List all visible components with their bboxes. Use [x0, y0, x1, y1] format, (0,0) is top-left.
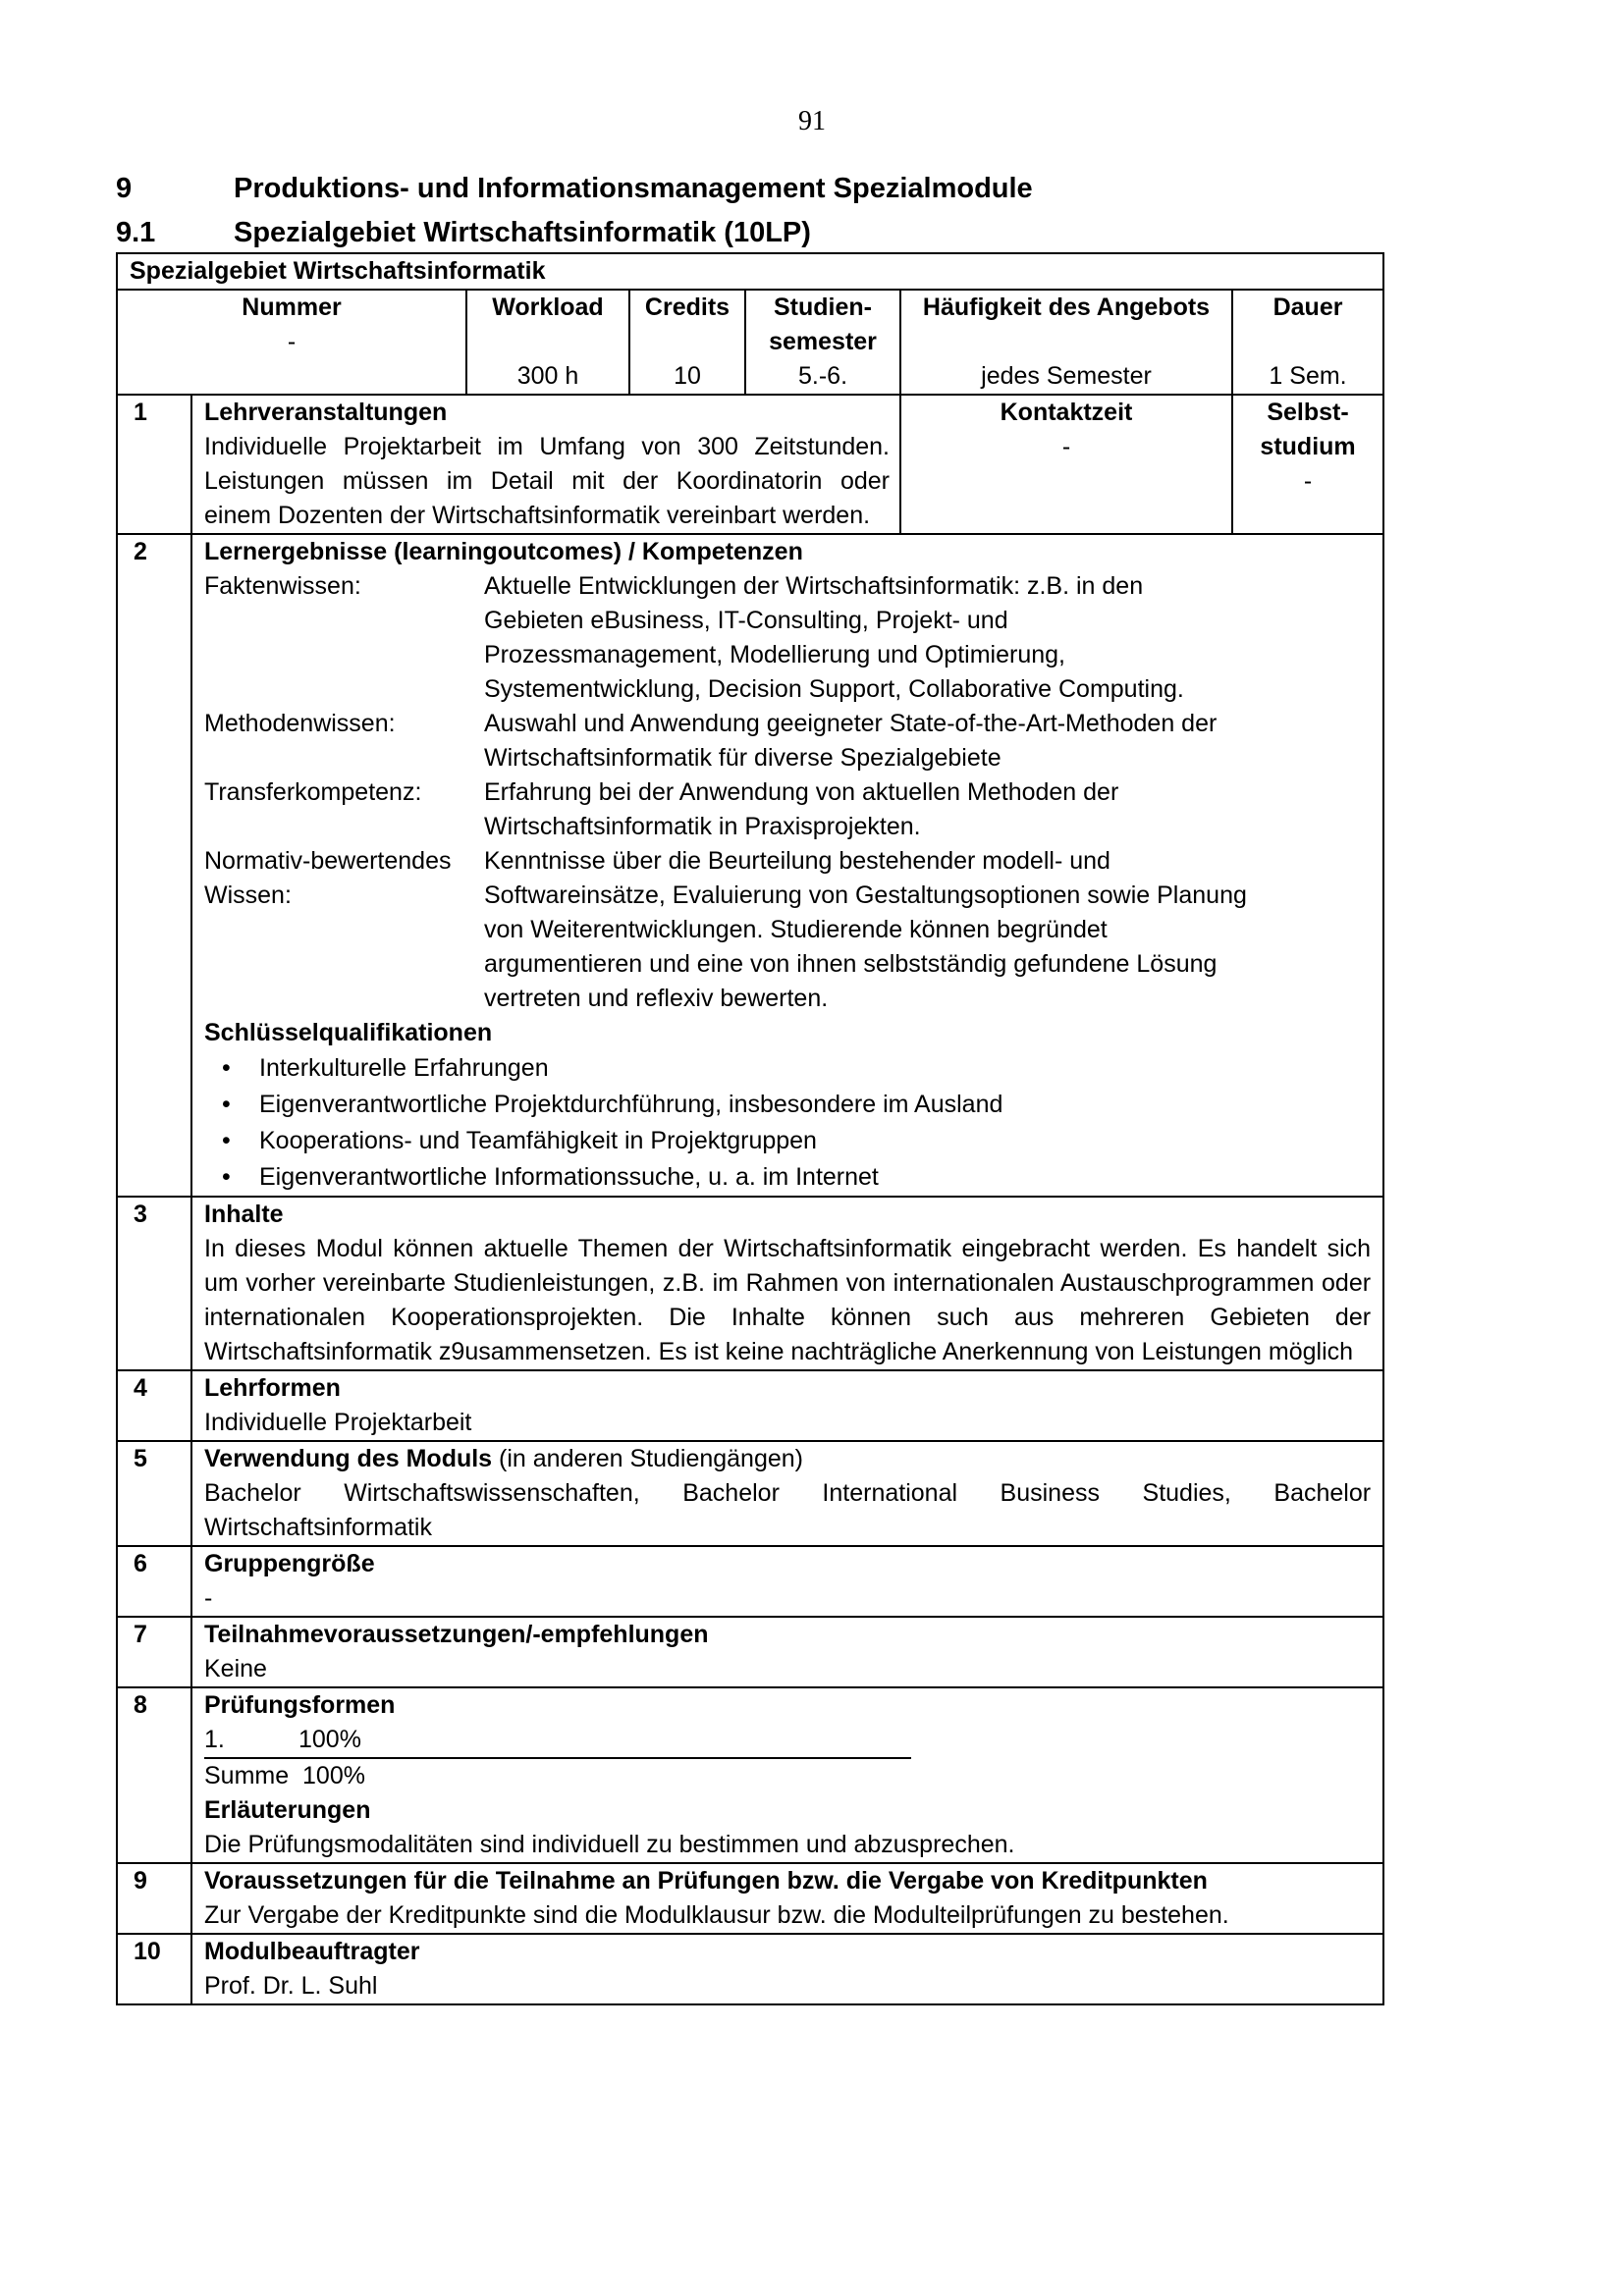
- modulbeauftragter-text: Prof. Dr. L. Suhl: [204, 1972, 378, 2000]
- nummer-cell: [117, 290, 466, 395]
- verwendung-cell: [191, 1441, 1383, 1546]
- voraussetzungen-pruefungen-text: Zur Vergabe der Kreditpunkte sind die Modulklausur bzw. die Modulteilprüfungen zu bestehen.: [204, 1901, 1229, 1929]
- haeufigkeit-cell: [900, 290, 1232, 395]
- gruppengroesse-cell: [191, 1546, 1383, 1617]
- normativ-label: [204, 844, 484, 1016]
- row-modulbeauftragter: [117, 1934, 1383, 2004]
- page-number: 91: [798, 106, 826, 136]
- kontaktzeit-label: Kontaktzeit: [1000, 399, 1133, 426]
- lehrveranstaltungen-title: Lehrveranstaltungen: [204, 399, 448, 426]
- row-number: 4: [117, 1370, 191, 1441]
- subsection-title: Spezialgebiet Wirtschaftsinformatik (10LP): [234, 217, 811, 248]
- credits-label: Credits: [644, 294, 731, 321]
- lehrformen-title: Lehrformen: [204, 1374, 341, 1402]
- list-item: • Eigenverantwortliche Projektdurchführung, insbesondere im Ausland: [259, 1087, 1371, 1123]
- fakten-label: Faktenwissen:: [204, 572, 361, 600]
- teilnahmevoraussetzungen-title: Teilnahmevoraussetzungen/-empfehlungen: [204, 1621, 709, 1648]
- erlaeuterungen-text: Die Prüfungsmodalitäten sind individuell zu bestimmen und abzusprechen.: [204, 1831, 1015, 1858]
- dauer-label: Dauer: [1272, 294, 1343, 321]
- row-verwendung: [117, 1441, 1383, 1546]
- nummer-label: Nummer: [242, 294, 342, 321]
- credits-cell: [629, 290, 745, 395]
- selbststudium-value: -: [1303, 467, 1313, 495]
- module-header-row: [117, 290, 1383, 395]
- dauer-value: 1 Sem.: [1269, 362, 1347, 390]
- subsection-number: 9.1: [116, 217, 156, 248]
- verwendung-heading: [204, 1442, 1371, 1476]
- normativ-label-1: Normativ-bewertendes: [204, 847, 452, 875]
- module-title-row: [117, 253, 1383, 290]
- selbststudium-label-2: studium: [1260, 433, 1356, 460]
- row-number: 7: [117, 1617, 191, 1687]
- lernergebnisse-cell: [191, 534, 1383, 1197]
- haeufigkeit-value: jedes Semester: [981, 362, 1152, 390]
- module-title: Spezialgebiet Wirtschaftsinformatik: [117, 253, 1383, 290]
- transfer-text: Erfahrung bei der Anwendung von aktuellen Methoden der Wirtschaftsinformatik in Praxisprojekten.: [484, 778, 1119, 840]
- row-lernergebnisse: [117, 534, 1383, 1197]
- inhalte-title: Inhalte: [204, 1201, 284, 1228]
- methoden-text: Auswahl und Anwendung geeigneter State-of-the-Art-Methoden der Wirtschaftsinformatik für diverse Spezialgebiete: [484, 710, 1218, 772]
- module-table: [116, 252, 1384, 2005]
- pruefungsform-summe: Summe 100%: [204, 1762, 365, 1789]
- row-number: 8: [117, 1687, 191, 1863]
- row-voraussetzungen-pruefungen: [117, 1863, 1383, 1934]
- row-number: 9: [117, 1863, 191, 1934]
- dauer-cell: [1232, 290, 1383, 395]
- normativ-label-2: Wissen:: [204, 881, 292, 909]
- row-number: 6: [117, 1546, 191, 1617]
- list-item: • Kooperations- und Teamfähigkeit in Projektgruppen: [259, 1123, 1371, 1159]
- lehrformen-cell: [191, 1370, 1383, 1441]
- workload-cell: [466, 290, 629, 395]
- lernergebnisse-title: Lernergebnisse (learningoutcomes) / Kompetenzen: [204, 538, 803, 565]
- voraussetzungen-pruefungen-cell: [191, 1863, 1383, 1934]
- semester-cell: [745, 290, 900, 395]
- credits-value: 10: [674, 362, 701, 390]
- verwendung-title: Verwendung des Moduls: [204, 1445, 493, 1472]
- transfer-label: Transferkompetenz:: [204, 778, 422, 806]
- teilnahmevoraussetzungen-cell: [191, 1617, 1383, 1687]
- row-inhalte: [117, 1197, 1383, 1370]
- row-pruefungsformen: [117, 1687, 1383, 1863]
- workload-value: 300 h: [516, 362, 579, 390]
- lehrveranstaltungen-text-3: einem Dozenten der Wirtschaftsinformatik vereinbart werden.: [204, 502, 871, 529]
- erlaeuterungen-title: Erläuterungen: [204, 1796, 371, 1824]
- inhalte-cell: [191, 1197, 1383, 1370]
- pruefungsformen-title: Prüfungsformen: [204, 1691, 396, 1719]
- row-lehrveranstaltungen: [117, 395, 1383, 534]
- modulbeauftragter-title: Modulbeauftragter: [204, 1938, 420, 1965]
- selbststudium-label-1: Selbst-: [1267, 399, 1349, 426]
- modulbeauftragter-cell: [191, 1934, 1383, 2004]
- teilnahmevoraussetzungen-text: Keine: [204, 1655, 267, 1682]
- kontaktzeit-value: -: [1061, 433, 1071, 460]
- semester-value: 5.-6.: [797, 362, 848, 390]
- list-item: • Interkulturelle Erfahrungen: [259, 1050, 1371, 1087]
- pruefungsformen-cell: [191, 1687, 1383, 1863]
- fakten-text: Aktuelle Entwicklungen der Wirtschaftsinformatik: z.B. in den Gebieten eBusiness, IT-Consulting, Projekt- und Prozessmanagement, Modellierung und Optimierung, Systementwicklung, Decision Support, Collaborative Computing.: [484, 572, 1184, 703]
- voraussetzungen-pruefungen-title: Voraussetzungen für die Teilnahme an Prüfungen bzw. die Vergabe von Kreditpunkten: [204, 1867, 1208, 1895]
- row-number: 10: [117, 1934, 191, 2004]
- row-lehrformen: [117, 1370, 1383, 1441]
- section-title: Produktions- und Informationsmanagement Spezialmodule: [234, 173, 1033, 204]
- methoden-label: Methodenwissen:: [204, 710, 396, 737]
- row-number: 5: [117, 1441, 191, 1546]
- row-number: 3: [117, 1197, 191, 1370]
- nummer-value: -: [287, 328, 297, 355]
- normativ-text: Kenntnisse über die Beurteilung bestehender modell- und Softwareinsätze, Evaluierung von Gestaltungsoptionen sowie Planung von Weiterentwicklungen. Studierende können begründet argumentieren und eine von ihnen selbstständig gefundene Lösung vertreten und reflexiv bewerten.: [484, 847, 1247, 1012]
- schluessel-title: Schlüsselqualifikationen: [204, 1019, 493, 1046]
- section-heading: [116, 173, 1033, 205]
- list-item: • Eigenverantwortliche Informationssuche, u. a. im Internet: [259, 1159, 1371, 1196]
- schluessel-list: [204, 1050, 1371, 1196]
- row-gruppengroesse: [117, 1546, 1383, 1617]
- row-teilnahmevoraussetzungen: [117, 1617, 1383, 1687]
- subsection-heading: [116, 217, 811, 249]
- pruefungsform-item-percent: 100%: [298, 1726, 361, 1753]
- lehrveranstaltungen-text-1: Individuelle Projektarbeit im Umfang von 300 Zeitstunden.: [204, 433, 890, 460]
- inhalte-text: In dieses Modul können aktuelle Themen der Wirtschaftsinformatik eingebracht werden. Es handelt sich um vorher vereinbarte Studienleistungen, z.B. im Rahmen von internationalen Austauschprogrammen oder internationalen Kooperationsprojekten. Die Inhalte können such aus mehreren Gebieten der Wirtschaftsinformatik z9usammensetzen. Es ist keine nachträgliche Anerkennung von Leistungen möglich: [204, 1235, 1372, 1365]
- lernergebnisse-list: [204, 569, 1314, 1016]
- row-number: 1: [117, 395, 191, 534]
- pruefungsform-item: [204, 1723, 911, 1759]
- gruppengroesse-title: Gruppengröße: [204, 1550, 375, 1577]
- verwendung-title-suffix: (in anderen Studiengängen): [492, 1445, 804, 1472]
- verwendung-text: Bachelor Wirtschaftswissenschaften, Bachelor International Business Studies, Bachelor Wirtschaftsinformatik: [204, 1479, 1372, 1541]
- row-number: 2: [117, 534, 191, 1197]
- semester-label-2: semester: [769, 328, 877, 355]
- lehrveranstaltungen-cell: [191, 395, 900, 534]
- kontaktzeit-cell: [900, 395, 1232, 534]
- haeufigkeit-label: Häufigkeit des Angebots: [922, 294, 1211, 321]
- selbststudium-cell: [1232, 395, 1383, 534]
- lehrveranstaltungen-text-2: Leistungen müssen im Detail mit der Koordinatorin oder: [204, 467, 890, 495]
- workload-label: Workload: [492, 294, 604, 321]
- semester-label-1: Studien-: [774, 294, 872, 321]
- gruppengroesse-text: -: [204, 1584, 213, 1612]
- pruefungsform-item-number: 1.: [204, 1726, 225, 1753]
- section-number: 9: [116, 173, 133, 204]
- lehrformen-text: Individuelle Projektarbeit: [204, 1409, 472, 1436]
